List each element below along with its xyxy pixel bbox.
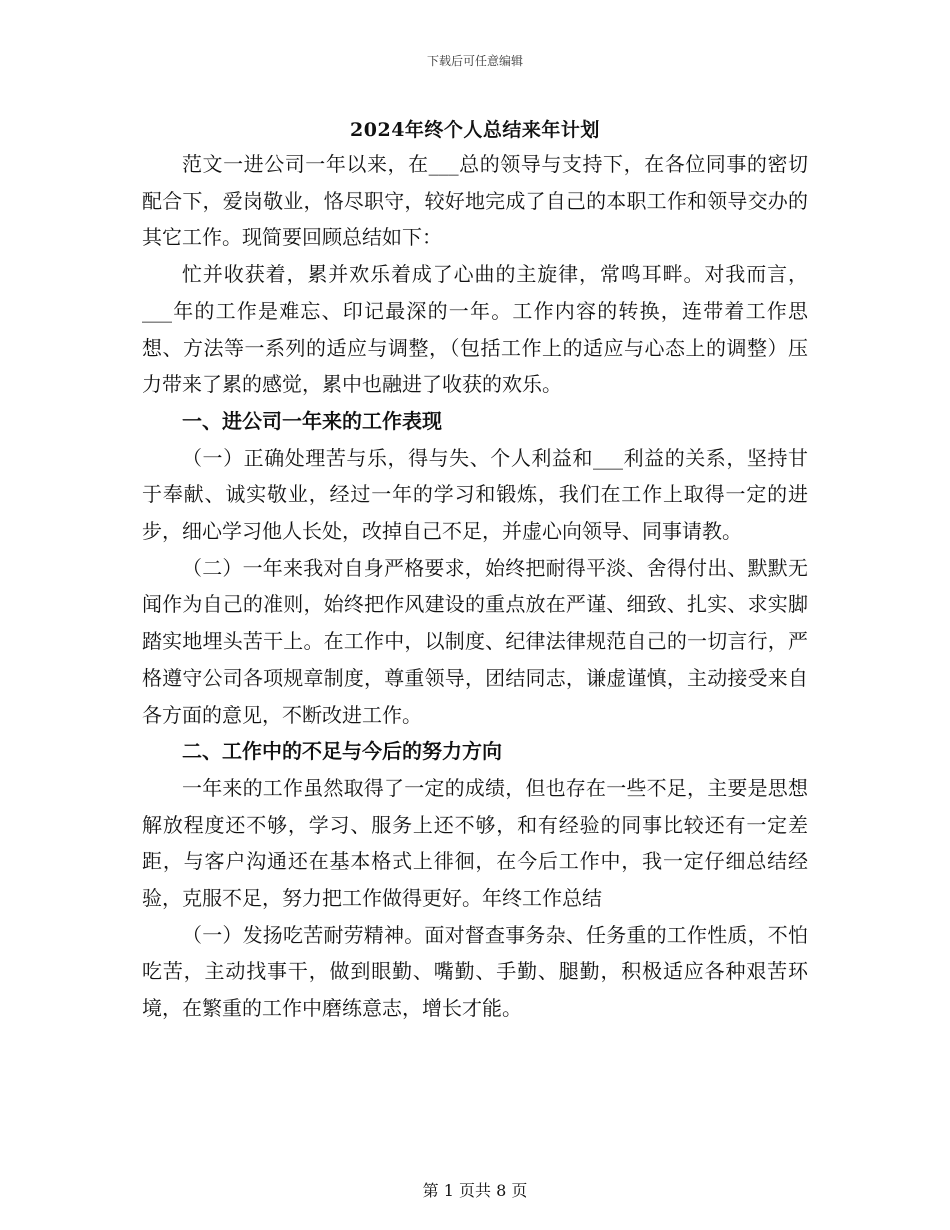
paragraph-item-1-1: （一）正确处理苦与乐，得与失、个人利益和___利益的关系，坚持甘于奉献、诚实敬业，经过一年的学习和锻炼，我们在工作上取得一定的进步，细心学习他人长处，改掉自己不足，并虚心向领导、同事请教。 bbox=[142, 445, 808, 544]
document-title: 2024年终个人总结来年计划 bbox=[350, 119, 600, 141]
document-body bbox=[142, 146, 808, 1027]
paragraph-reflection: 忙并收获着，累并欢乐着成了心曲的主旋律，常鸣耳畔。对我而言，___年的工作是难忘、印记最深的一年。工作内容的转换，连带着工作思想、方法等一系列的适应与调整，（包括工作上的适应与心态上的调整）压力带来了累的感觉，累中也融进了收获的欢乐。 bbox=[142, 262, 808, 397]
header-note: 下载后可任意编辑 bbox=[426, 54, 523, 68]
paragraph-shortcomings: 一年来的工作虽然取得了一定的成绩，但也存在一些不足，主要是思想解放程度还不够，学习、服务上还不够，和有经验的同事比较还有一定差距，与客户沟通还在基本格式上徘徊，在今后工作中，我一定仔细总结经验，克服不足，努力把工作做得更好。年终工作总结 bbox=[142, 775, 808, 911]
paragraph-item-2-1: （一）发扬吃苦耐劳精神。面对督查事务杂、任务重的工作性质，不怕吃苦，主动找事干，做到眼勤、嘴勤、手勤、腿勤，积极适应各种艰苦环境，在繁重的工作中磨练意志，增长才能。 bbox=[142, 922, 808, 1021]
page-number: 第 1 页共 8 页 bbox=[422, 1181, 528, 1200]
paragraph-intro: 范文一进公司一年以来，在___总的领导与支持下，在各位同事的密切配合下，爱岗敬业，恪尽职守，较好地完成了自己的本职工作和领导交办的其它工作。现简要回顾总结如下： bbox=[142, 152, 808, 250]
section-heading-2: 二、工作中的不足与今后的努力方向 bbox=[182, 739, 502, 764]
paragraph-item-1-2: （二）一年来我对自身严格要求，始终把耐得平淡、舍得付出、默默无闻作为自己的准则，始终把作风建设的重点放在严谨、细致、扎实、求实脚踏实地埋头苦干上。在工作中，以制度、纪律法律规范自己的一切言行，严格遵守公司各项规章制度，尊重领导，团结同志，谦虚谨慎，主动接受来自各方面的意见，不断改进工作。 bbox=[142, 555, 808, 727]
section-heading-1: 一、进公司一年来的工作表现 bbox=[182, 408, 442, 433]
